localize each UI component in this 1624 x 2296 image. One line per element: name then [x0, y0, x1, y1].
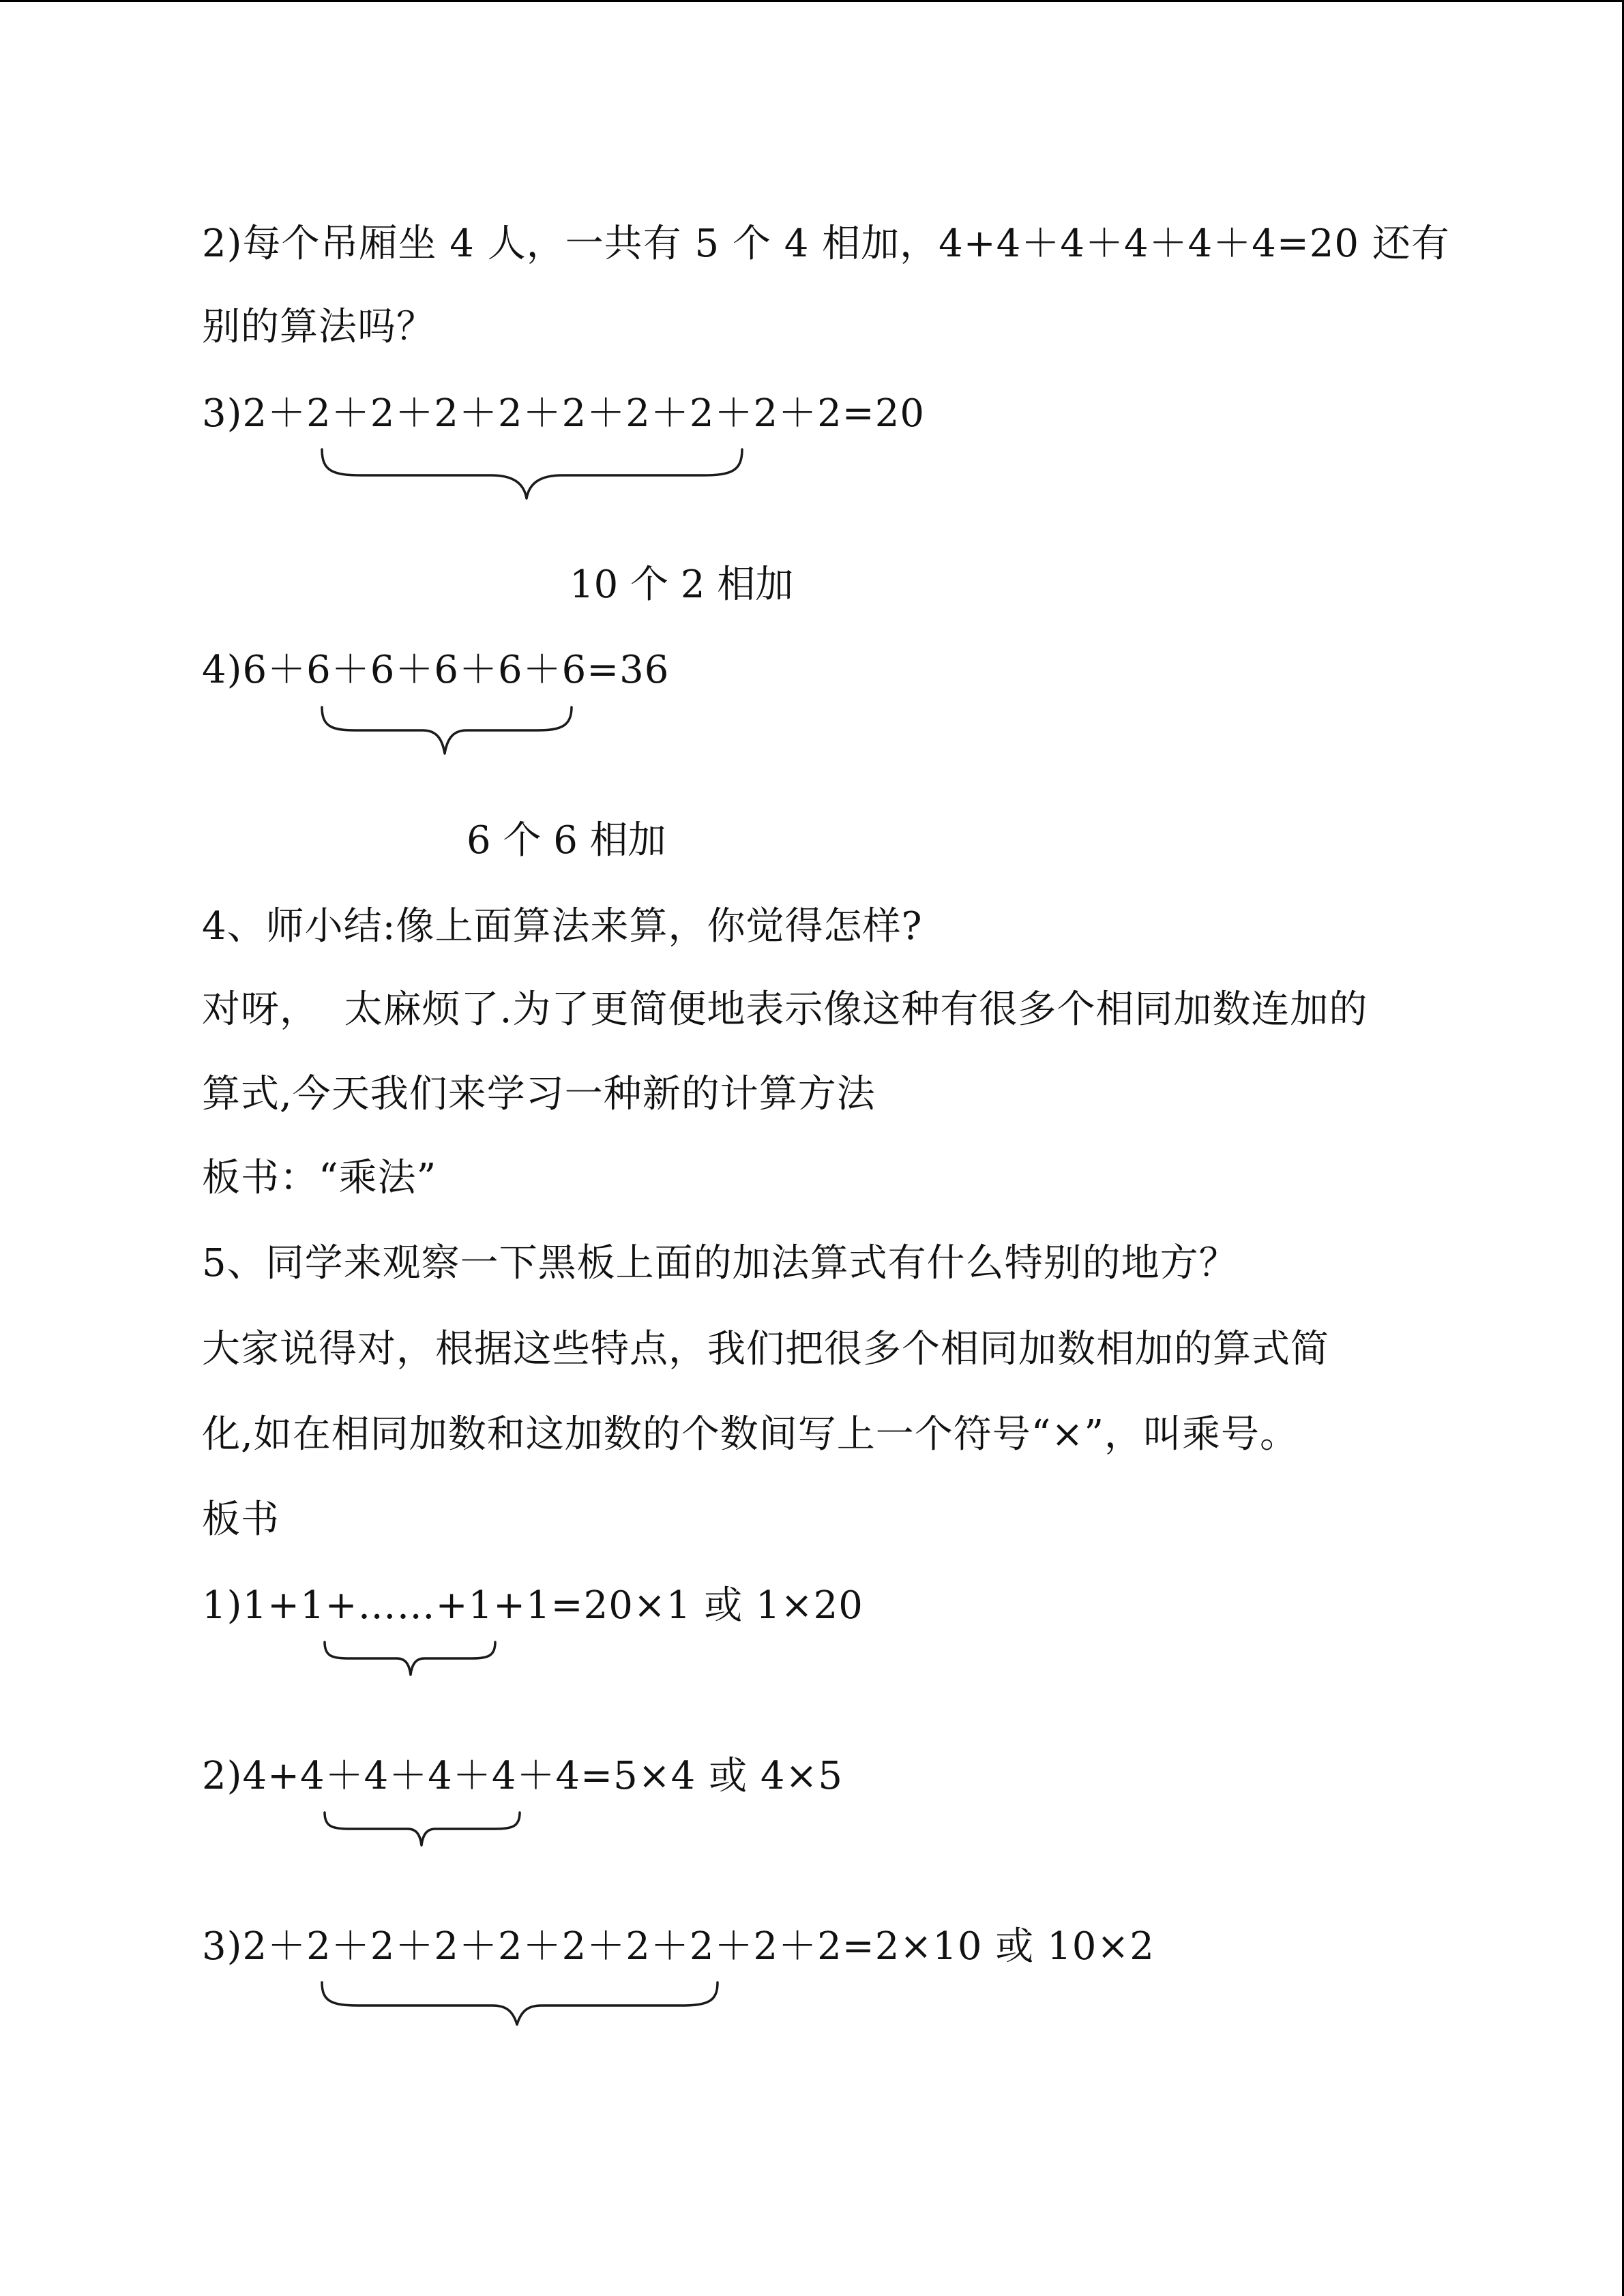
text-line: 4)6＋6＋6＋6＋6＋6=36: [202, 648, 670, 692]
text-line: 大家说得对，根据这些特点，我们把很多个相同加数相加的算式简: [202, 1327, 1329, 1371]
curly-brace: [321, 1980, 719, 2027]
text-line: 2)每个吊厢坐 4 人，一共有 5 个 4 相加，4+4＋4＋4＋4＋4=20 还有: [202, 222, 1450, 266]
text-line: 板书: [202, 1497, 280, 1542]
curly-brace: [323, 1810, 521, 1848]
text-line: 算式,今天我们来学习一种新的计算方法: [202, 1072, 876, 1116]
text-line: 3)2＋2＋2＋2＋2＋2＋2＋2＋2＋2=20: [202, 391, 925, 436]
text-line: 别的算法吗？: [202, 305, 435, 349]
curly-brace: [323, 1639, 497, 1678]
curly-brace: [321, 704, 573, 756]
brace-caption: 6 个 6 相加: [467, 818, 666, 863]
text-line: 1)1+1+……+1+1=20×1 或 1×20: [202, 1583, 863, 1628]
text-line: 4、师小结:像上面算法来算，你觉得怎样?: [202, 904, 923, 949]
text-line: 3)2＋2＋2＋2＋2＋2＋2＋2＋2＋2=2×10 或 10×2: [202, 1924, 1155, 1969]
curly-brace: [321, 447, 743, 501]
text-line: 5、同学来观察一下黑板上面的加法算式有什么特别的地方？: [202, 1241, 1238, 1285]
text-line: 2)4+4＋4＋4＋4＋4=5×4 或 4×5: [202, 1754, 844, 1798]
text-line: 对呀， 太麻烦了.为了更简便地表示像这种有很多个相同加数连加的: [202, 987, 1368, 1032]
brace-caption: 10 个 2 相加: [570, 563, 794, 607]
text-line: 化,如在相同加数和这加数的个数间写上一个符号“×”，叫乘号。: [202, 1412, 1299, 1457]
text-line: 板书：“乘法”: [202, 1156, 437, 1200]
